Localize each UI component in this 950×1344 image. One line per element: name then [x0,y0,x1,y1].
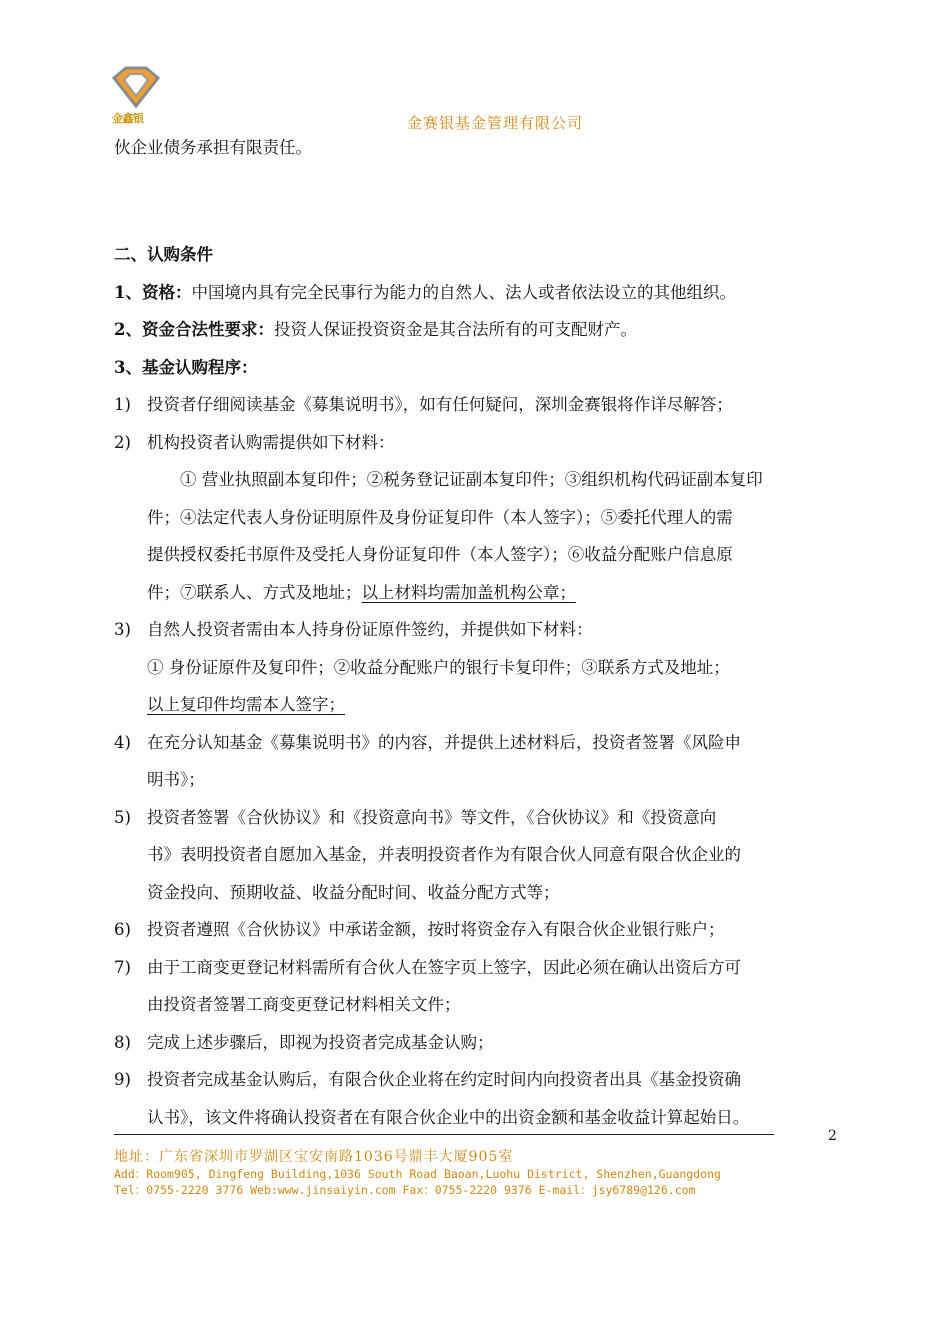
procedure-label: 3、基金认购程序： [114,357,258,377]
carry-over-line: 伙企业债务承担有限责任。 [114,138,312,157]
list-item [114,949,850,1024]
item-number: 1) [114,395,131,414]
material-text: 件；⑦联系人、方式及地址； [147,582,362,602]
item-line: 完成上述步骤后，即视为投资者完成基金认购； [147,1032,494,1052]
item-line: 投资者遵照《合伙协议》中承诺金额，按时将资金存入有限合伙企业银行账户； [147,920,725,939]
section-title: 二、认购条件 [114,245,213,264]
item-number: 2) [114,432,131,452]
item-line: 由投资者签署工商变更登记材料相关文件； [147,995,461,1014]
list-item [114,611,850,724]
material-line: ① 营业执照副本复印件；②税务登记证副本复印件；③组织机构代码证副本复印 [180,470,763,489]
item-number: 8) [114,1032,131,1052]
qualification-label: 1、资格： [114,282,192,302]
list-item [114,1024,850,1062]
material-line [147,686,850,724]
footer-divider [114,1134,774,1135]
material-line: 件；④法定代表人身份证明原件及身份证复印件（本人签字）；⑤委托代理人的需 [147,507,733,527]
item-number: 7) [114,957,131,977]
list-item [114,724,850,799]
item-line: 认书》，该文件将确认投资者在有限合伙企业中的出资金额和基金收益计算起始日。 [147,1107,750,1127]
contact-info: Tel：0755-2220 3776 Web:www.jinsaiyin.com Fax：0755-2220 9376 E-mail：jsy6789@126.com [114,1183,696,1197]
logo-text: 金鑫银 [112,112,144,125]
document-body [114,129,850,167]
item-number: 3) [114,620,131,639]
address-cn: 地址：广东省深圳市罗湖区宝安南路1036号鼎丰大厦905室 [114,1149,514,1165]
list-item [114,1061,850,1136]
address-en: Add：Room905, Dingfeng Building,1036 South Road Baoan,Luohu District, Shenzhen,Guangdong [114,1167,721,1181]
item-line: 在充分认知基金《募集说明书》的内容，并提供上述材料后，投资者签署《风险申 [147,732,741,752]
page-number: 2 [828,1128,837,1144]
list-item [114,424,850,612]
material-line [147,574,850,612]
item-line: 投资者仔细阅读基金《募集说明书》，如有任何疑问，深圳金赛银将作详尽解答； [147,395,733,414]
material-line: 提供授权委托书原件及受托人身份证复印件（本人签字）；⑥收益分配账户信息原 [147,545,733,564]
list-item [114,799,850,912]
item-line: 投资者签署《合伙协议》和《投资意向书》等文件，《合伙协议》和《投资意向 [147,807,717,827]
item-line: 明书》； [147,770,205,789]
item-line: 资金投向、预期收益、收益分配时间、收益分配方式等； [147,882,560,902]
item-line: 机构投资者认购需提供如下材料： [147,432,395,452]
item-number: 9) [114,1070,131,1089]
signature-requirement: 以上复印件均需本人签字； [147,695,345,714]
qualification-line [114,274,850,312]
item-line: 投资者完成基金认购后，有限合伙企业将在约定时间内向投资者出具《基金投资确 [147,1070,741,1089]
legality-label: 2、资金合法性要求： [114,320,274,339]
item-number: 5) [114,807,131,827]
item-number: 4) [114,732,131,752]
footer [114,1146,721,1198]
company-name: 金赛银基金管理有限公司 [406,114,583,132]
legality-line [114,311,850,349]
material-line: ① 身份证原件及复印件；②收益分配账户的银行卡复印件；③联系方式及地址； [147,657,730,677]
list-item [114,911,850,949]
seal-requirement: 以上材料均需加盖机构公章； [361,582,576,602]
item-line: 由于工商变更登记材料需所有合伙人在签字页上签字，因此必须在确认出资后方可 [147,957,741,977]
item-line: 自然人投资者需由本人持身份证原件签约，并提供如下材料： [147,620,593,639]
subscription-section [114,236,850,1136]
list-item [114,386,850,424]
item-line: 书》表明投资者自愿加入基金，并表明投资者作为有限合伙人同意有限合伙企业的 [147,845,741,864]
item-number: 6) [114,920,131,939]
legality-text: 投资人保证投资资金是其合法所有的可支配财产。 [273,320,637,339]
qualification-text: 中国境内具有完全民事行为能力的自然人、法人或者依法设立的其他组织。 [191,282,736,302]
